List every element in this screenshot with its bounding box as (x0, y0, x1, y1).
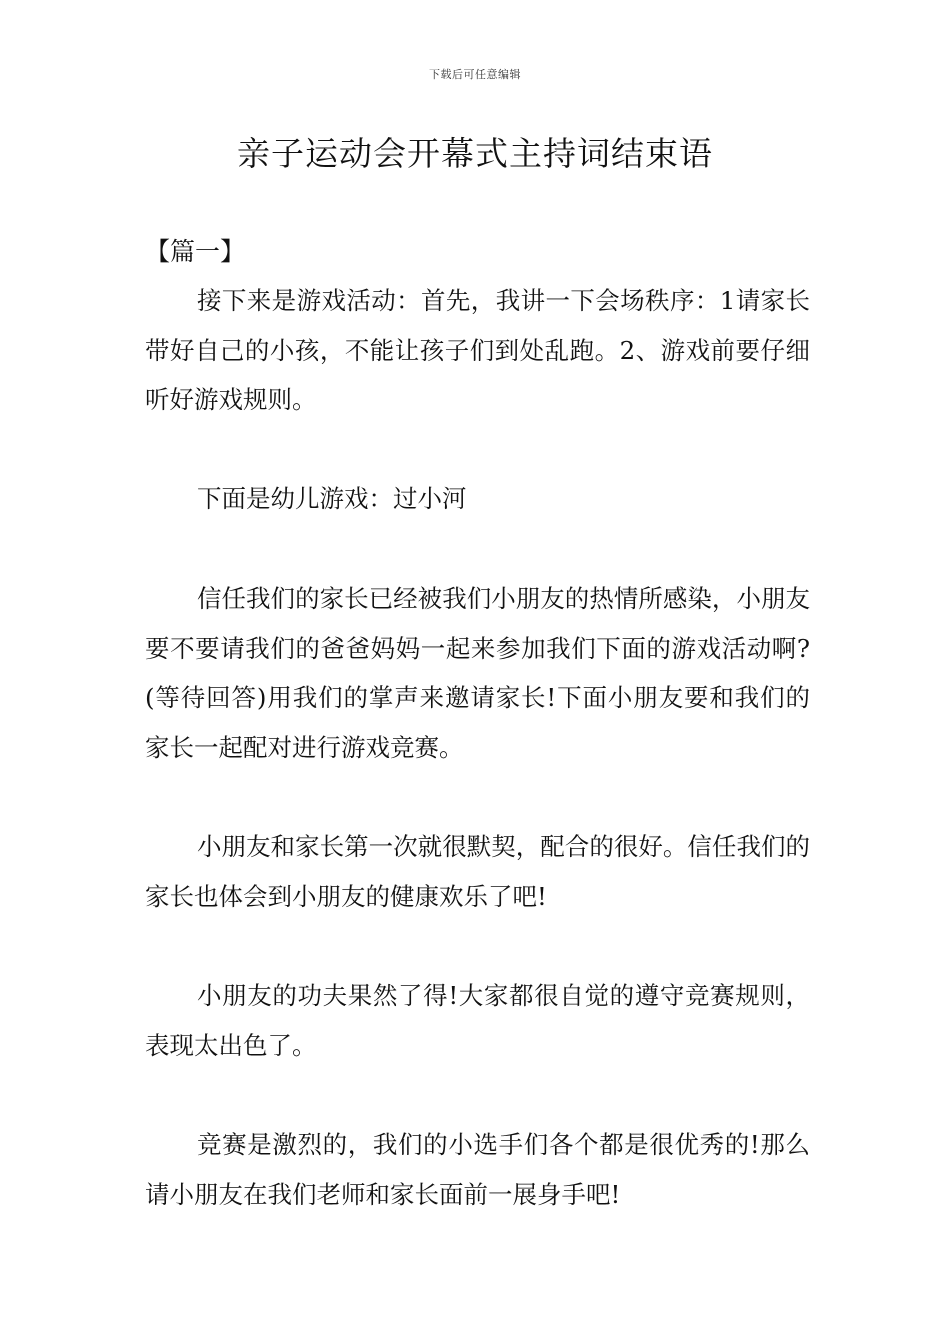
paragraph-3: 信任我们的家长已经被我们小朋友的热情所感染，小朋友要不要请我们的爸爸妈妈一起来参加我们下面的游戏活动啊?(等待回答)用我们的掌声来邀请家长!下面小朋友要和我们的家长一起配对进行游戏竞赛。 (145, 584, 810, 762)
paragraph-5: 小朋友的功夫果然了得!大家都很自觉的遵守竞赛规则，表现太出色了。 (145, 981, 810, 1060)
header-note: 下载后可任意编辑 (429, 68, 521, 81)
section-label: 【篇一】 (145, 237, 246, 266)
paragraph-4: 小朋友和家长第一次就很默契，配合的很好。信任我们的家长也体会到小朋友的健康欢乐了吧! (145, 832, 810, 911)
paragraph-2: 下面是幼儿游戏：过小河 (197, 484, 467, 513)
document-title: 亲子运动会开幕式主持词结束语 (237, 134, 713, 173)
paragraph-1: 接下来是游戏活动：首先，我讲一下会场秩序：1请家长带好自己的小孩，不能让孩子们到处乱跑。2、游戏前要仔细听好游戏规则。 (145, 286, 810, 414)
paragraph-6: 竞赛是激烈的，我们的小选手们各个都是很优秀的!那么请小朋友在我们老师和家长面前一展身手吧! (145, 1130, 810, 1209)
